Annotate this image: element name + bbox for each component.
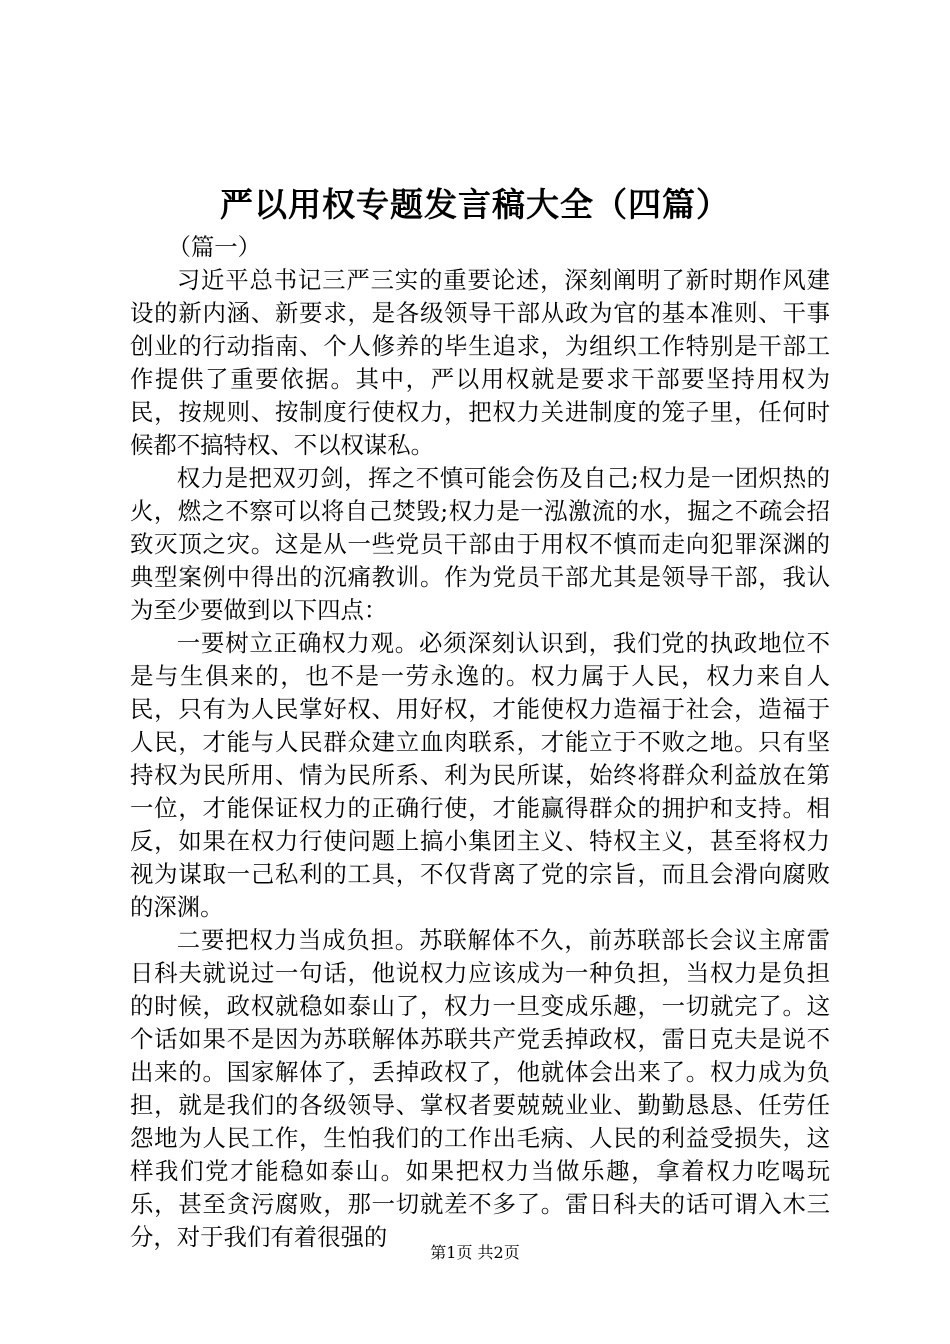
- page-footer: 第1页 共2页: [430, 1243, 520, 1262]
- paragraph-1: 习近平总书记三严三实的重要论述，深刻阐明了新时期作风建设的新内涵、新要求，是各级领导干部从政为官的基本准则、干事创业的行动指南、个人修养的毕生追求，为组织工作特别是干部工作提供了重要依据。其中，严以用权就是要求干部要坚持用权为民，按规则、按制度行使权力，把权力关进制度的笼子里，任何时候都不搞特权、不以权谋私。: [130, 266, 830, 459]
- document-title: 严以用权专题发言稿大全（四篇）: [220, 185, 730, 224]
- document-body: [130, 231, 830, 1254]
- section-label: （篇一）: [167, 233, 261, 261]
- paragraph-4: 二要把权力当成负担。苏联解体不久，前苏联部长会议主席雷日科夫就说过一句话，他说权力应该成为一种负担，当权力是负担的时候，政权就稳如泰山了，权力一旦变成乐趣，一切就完了。这个话如果不是因为苏联解体苏联共产党丢掉政权，雷日克夫是说不出来的。国家解体了，丢掉政权了，他就体会出来了。权力成为负担，就是我们的各级领导、掌权者要兢兢业业、勤勤恳恳、任劳任怨地为人民工作，生怕我们的工作出毛病、人民的利益受损失，这样我们党才能稳如泰山。如果把权力当做乐趣，拿着权力吃喝玩乐，甚至贪污腐败，那一切就差不多了。雷日科夫的话可谓入木三分，对于我们有着很强的: [130, 926, 830, 1251]
- paragraph-2: 权力是把双刃剑，挥之不慎可能会伤及自己;权力是一团炽热的火，燃之不察可以将自己焚毁;权力是一泓激流的水，掘之不疏会招致灭顶之灾。这是从一些党员干部由于用权不慎而走向犯罪深渊的典型案例中得出的沉痛教训。作为党员干部尤其是领导干部，我认为至少要做到以下四点：: [130, 464, 830, 624]
- paragraph-3: 一要树立正确权力观。必须深刻认识到，我们党的执政地位不是与生俱来的，也不是一劳永逸的。权力属于人民，权力来自人民，只有为人民掌好权、用好权，才能使权力造福于社会，造福于人民，才能与人民群众建立血肉联系，才能立于不败之地。只有坚持权为民所用、情为民所系、利为民所谋，始终将群众利益放在第一位，才能保证权力的正确行使，才能赢得群众的拥护和支持。相反，如果在权力行使问题上搞小集团主义、特权主义，甚至将权力视为谋取一己私利的工具，不仅背离了党的宗旨，而且会滑向腐败的深渊。: [130, 629, 830, 921]
